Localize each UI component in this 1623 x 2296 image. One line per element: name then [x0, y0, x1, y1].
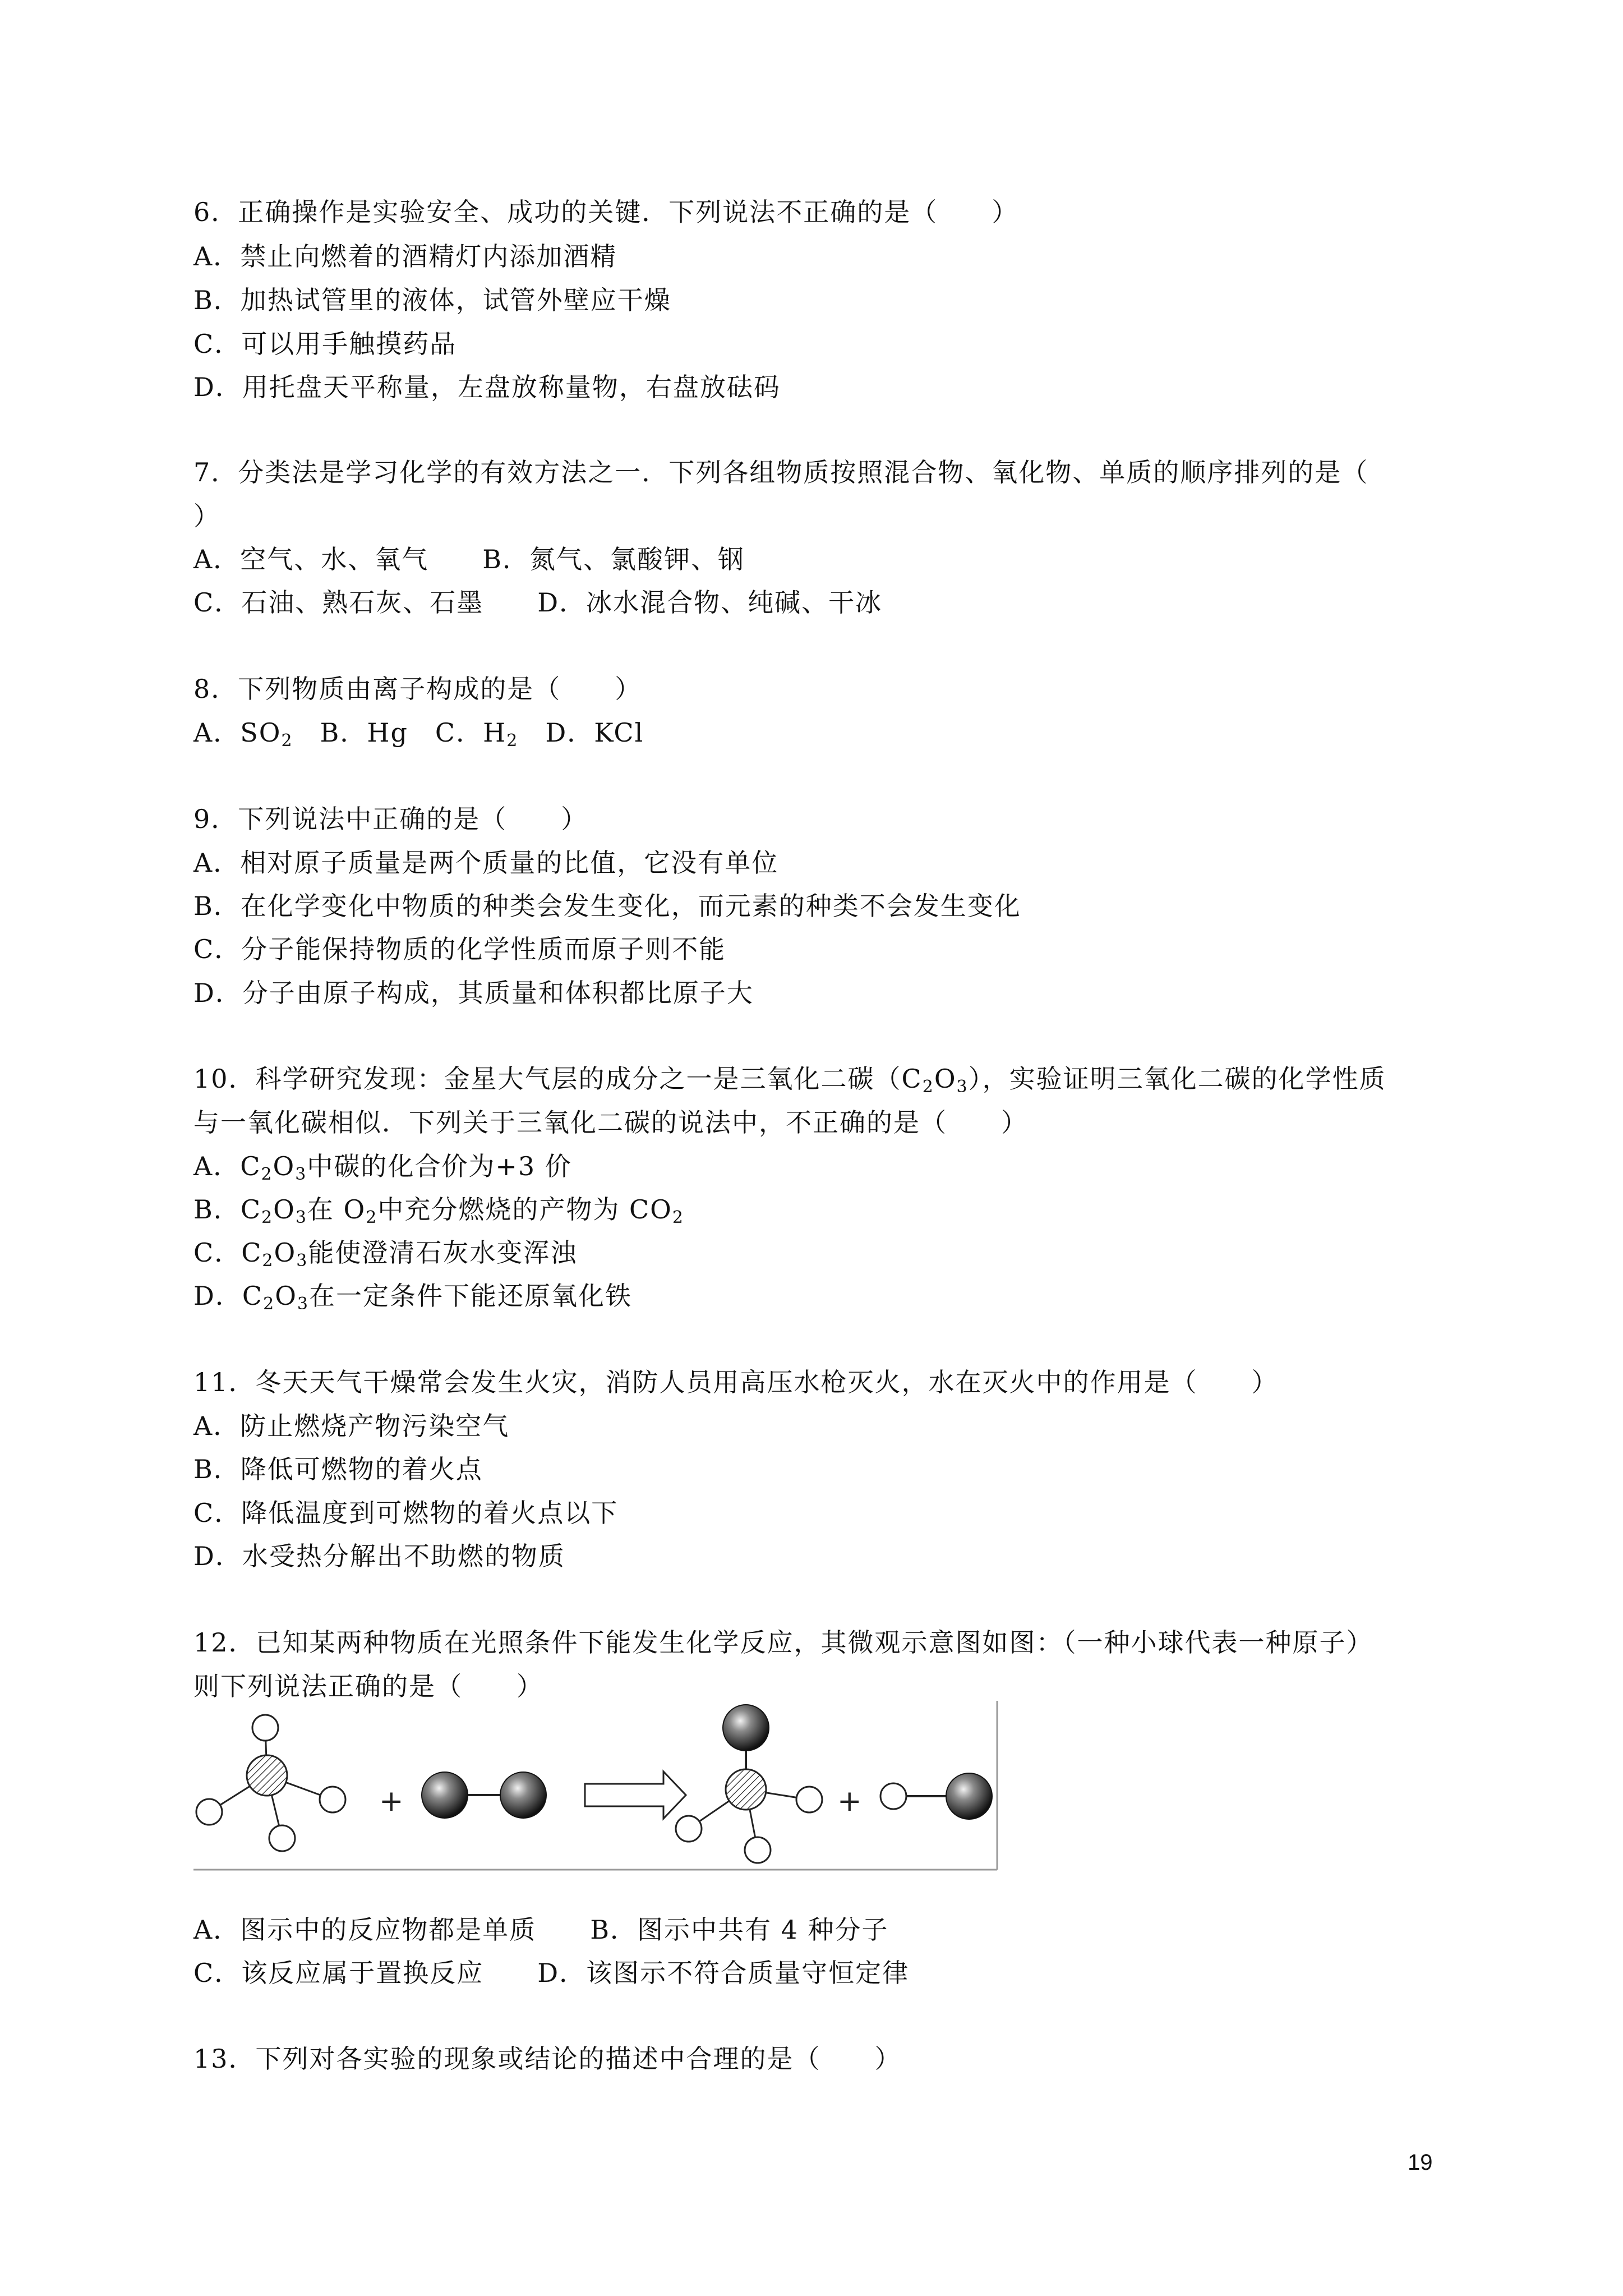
q10-option-d: D．$C_2O_3$在一定条件下能还原氧化铁 [193, 1281, 632, 1314]
small-atom [745, 1837, 771, 1863]
small-atom [252, 1715, 278, 1741]
q8-options: A．$SO_2$ B．Hg C．$H_2$ D．KCl [193, 717, 644, 751]
small-atom [676, 1816, 702, 1842]
q6-stem: 6．正确操作是实验安全、成功的关键．下列说法不正确的是（ ） [193, 197, 1019, 227]
q12-options-cd: C．该反应属于置换反应 D．该图示不符合质量守恒定律 [193, 1958, 910, 1988]
q7-stem-line2: ） [193, 501, 220, 531]
reaction-diagram [192, 1700, 1000, 1874]
q11-stem: 11．冬天天气干燥常会发生火灾，消防人员用高压水枪灭火，水在灭火中的作用是（ ） [193, 1367, 1279, 1397]
q9-option-a: A．相对原子质量是两个质量的比值，它没有单位 [193, 848, 779, 878]
q10-stem-line2: 与一氧化碳相似．下列关于三氧化二碳的说法中，不正确的是（ ） [193, 1107, 1028, 1138]
q7-stem-line1: 7．分类法是学习化学的有效方法之一．下列各组物质按照混合物、氧化物、单质的顺序排列的是（ [193, 457, 1369, 487]
product-molecule-2 [880, 1773, 992, 1819]
product-molecule-1 [676, 1705, 822, 1863]
small-atom [196, 1799, 222, 1825]
q13-stem: 13．下列对各实验的现象或结论的描述中合理的是（ ） [193, 2044, 902, 2074]
hatched-central-atom [726, 1769, 766, 1810]
q9-option-d: D．分子由原子构成，其质量和体积都比原子大 [193, 978, 754, 1008]
plus-sign-1: + [379, 1784, 404, 1818]
dark-atom [723, 1705, 769, 1751]
q9-option-c: C．分子能保持物质的化学性质而原子则不能 [193, 934, 726, 964]
reaction-arrow-icon [585, 1772, 686, 1819]
q10-stem-line1: 10．科学研究发现：金星大气层的成分之一是三氧化二碳$(C_2O_3)$，实验证明三氧化二碳的化学性质 [193, 1064, 1386, 1097]
small-atom [320, 1787, 345, 1812]
q9-option-b: B．在化学变化中物质的种类会发生变化，而元素的种类不会发生变化 [193, 891, 1021, 921]
page-number: 19 [1408, 2150, 1433, 2175]
q12-stem-line2: 则下列说法正确的是（ ） [193, 1671, 543, 1701]
q11-option-b: B．降低可燃物的着火点 [193, 1454, 483, 1484]
q11-option-c: C．降低温度到可燃物的着火点以下 [193, 1498, 619, 1528]
q7-options-ab: A．空气、水、氧气 B．氮气、氯酸钾、钢 [193, 544, 745, 574]
small-atom [269, 1825, 295, 1851]
reactant-molecule-2 [422, 1772, 546, 1818]
q12-stem-line1: 12．已知某两种物质在光照条件下能发生化学反应，其微观示意图如图：（一种小球代表一种原子） [193, 1627, 1373, 1658]
small-atom [796, 1787, 822, 1812]
hatched-central-atom [247, 1755, 287, 1796]
q7-options-cd: C．石油、熟石灰、石墨 D．冰水混合物、纯碱、干冰 [193, 587, 883, 618]
reactant-molecule-1 [196, 1715, 345, 1851]
q12-options-ab: A．图示中的反应物都是单质 B．图示中共有 4 种分子 [193, 1915, 889, 1945]
small-atom [880, 1783, 906, 1809]
q8-stem: 8．下列物质由离子构成的是（ ） [193, 674, 642, 704]
dark-atom [500, 1772, 546, 1818]
dark-atom [422, 1772, 468, 1818]
q9-stem: 9．下列说法中正确的是（ ） [193, 804, 588, 834]
plus-sign-2: + [837, 1784, 862, 1818]
q11-option-d: D．水受热分解出不助燃的物质 [193, 1541, 565, 1571]
dark-atom [946, 1773, 992, 1819]
q10-option-b: B．$C_2O_3$在 $O_2$中充分燃烧的产物为 $CO_2$ [193, 1194, 684, 1227]
q10-option-a: A．$C_2O_3$中碳的化合价为+3 价 [193, 1151, 572, 1184]
q10-option-c: C．$C_2O_3$能使澄清石灰水变浑浊 [193, 1237, 578, 1271]
q11-option-a: A．防止燃烧产物污染空气 [193, 1411, 510, 1441]
q6-option-a: A．禁止向燃着的酒精灯内添加酒精 [193, 241, 617, 272]
q6-option-d: D．用托盘天平称量，左盘放称量物，右盘放砝码 [193, 372, 781, 402]
q6-option-c: C．可以用手触摸药品 [193, 329, 457, 359]
q6-option-b: B．加热试管里的液体，试管外壁应干燥 [193, 285, 671, 315]
